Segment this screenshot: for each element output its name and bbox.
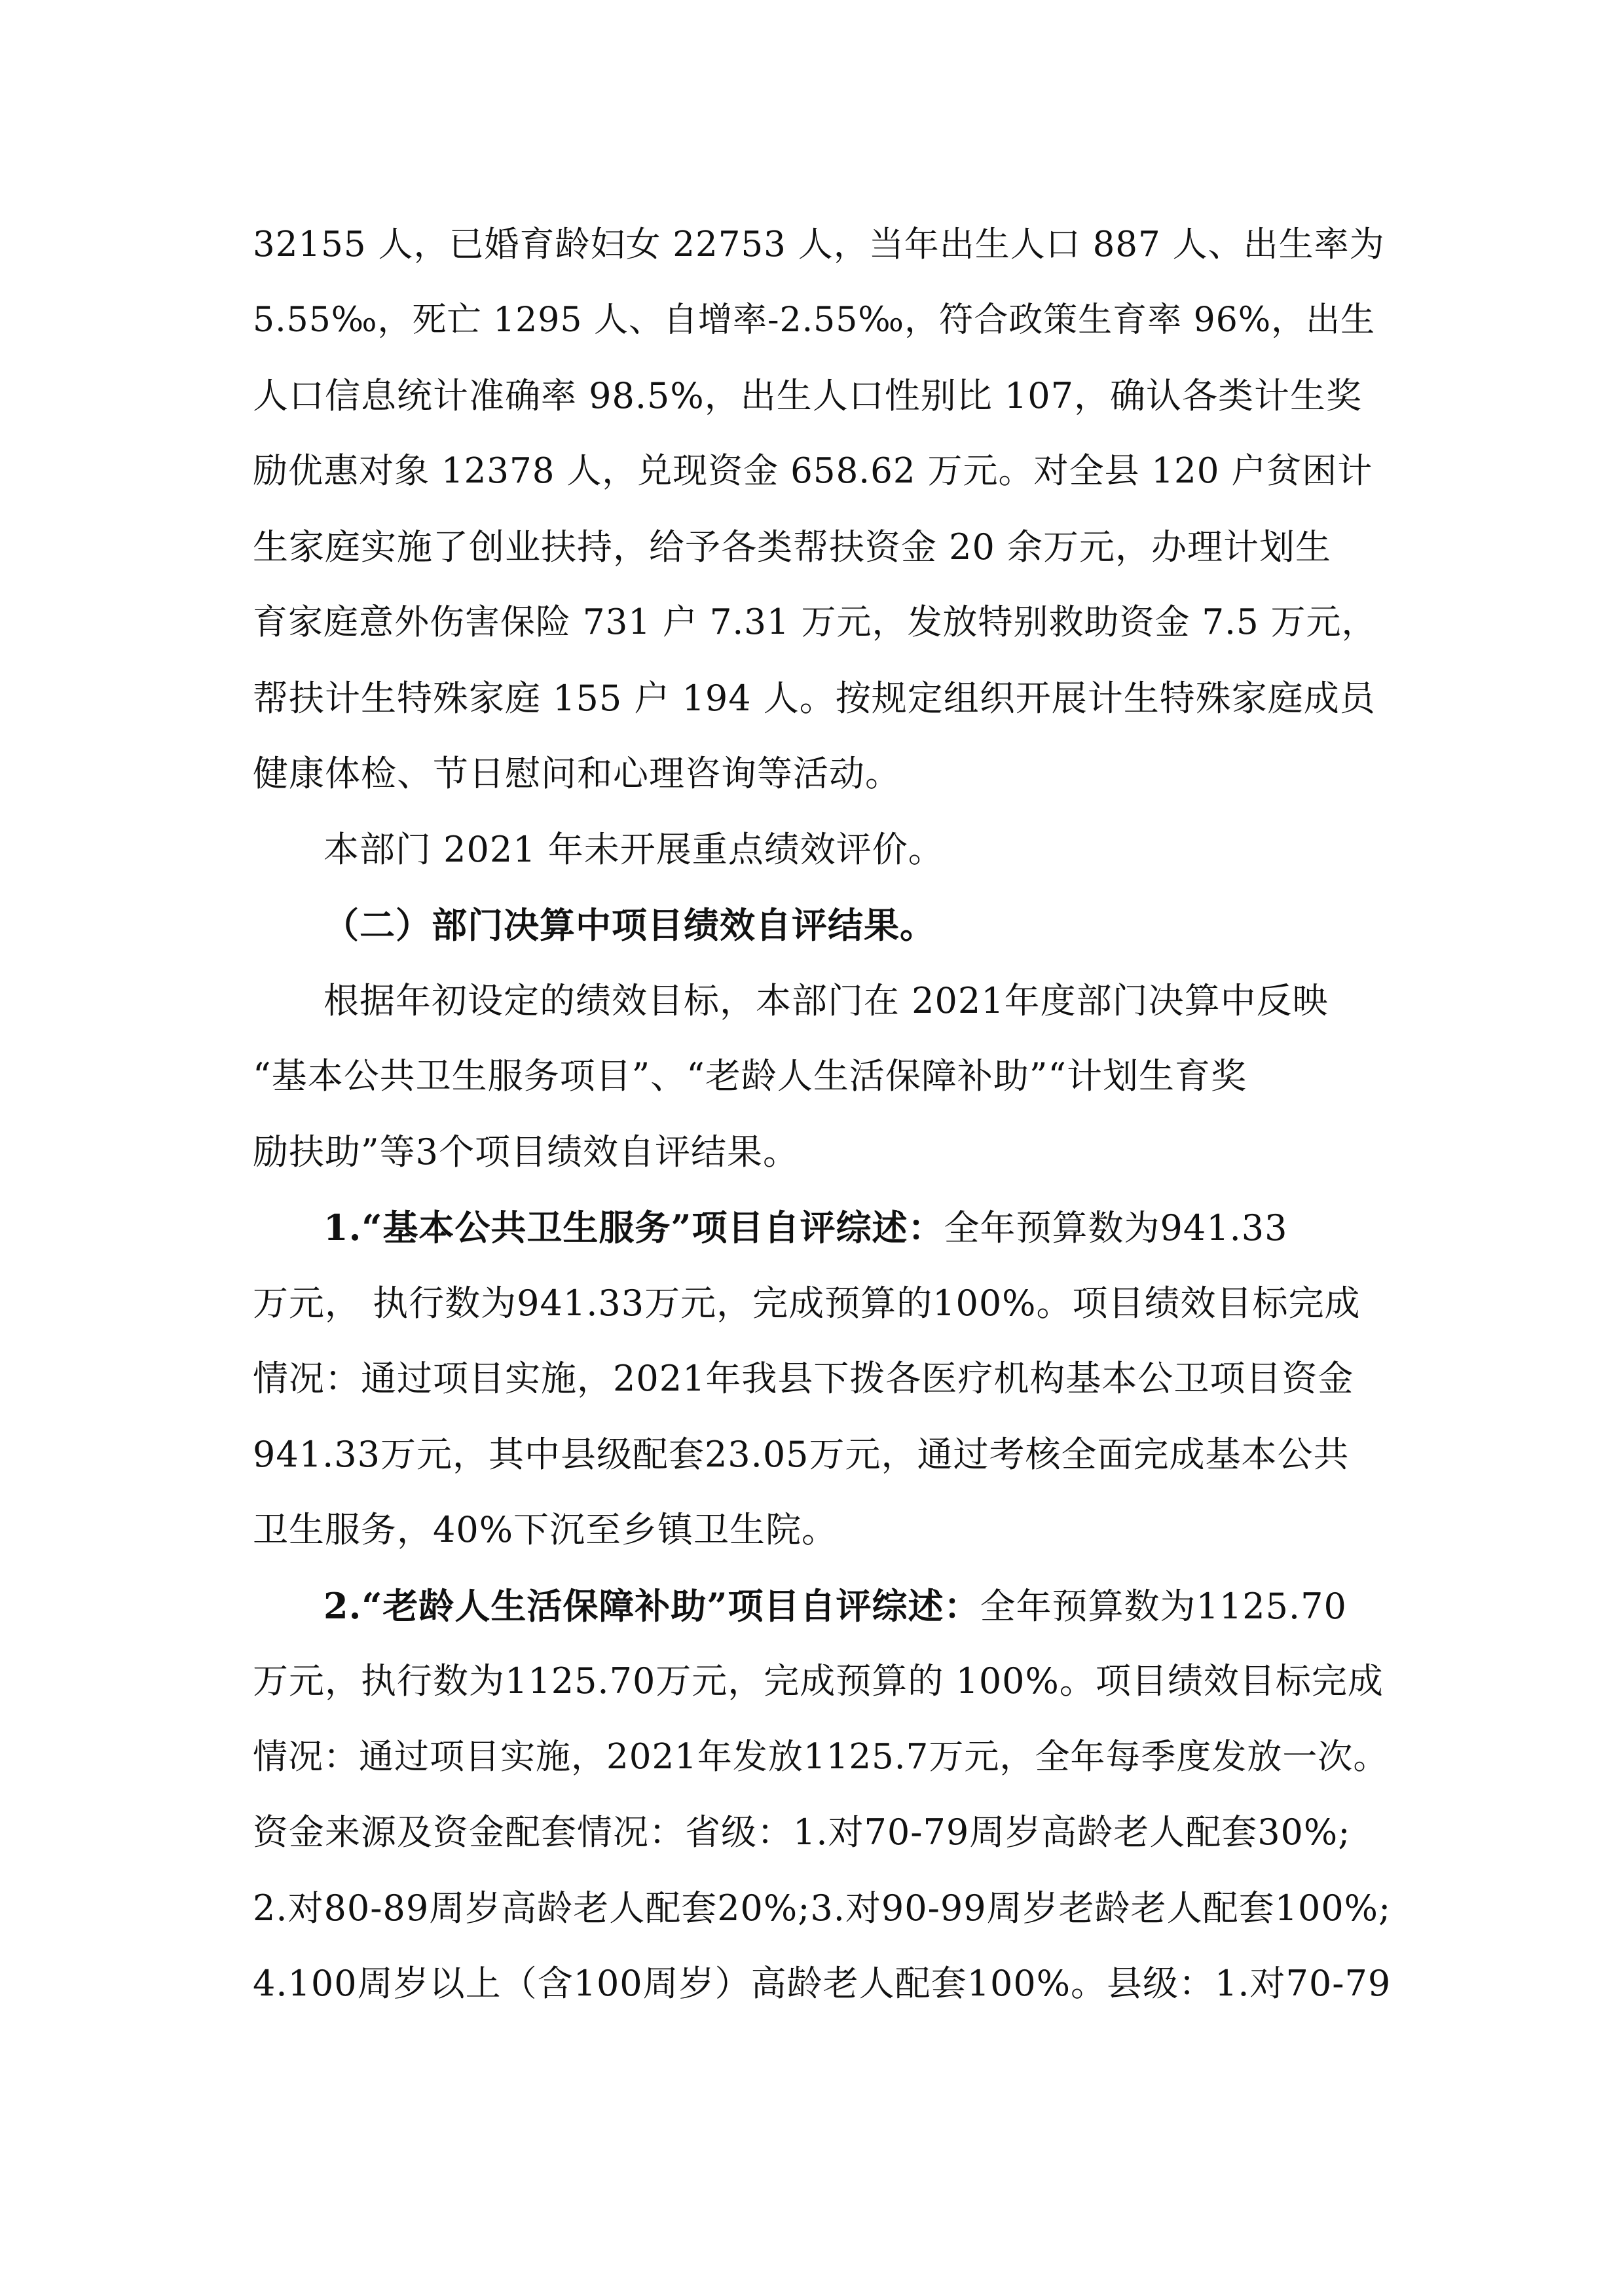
item-heading: 1.“基本公共卫生服务”项目自评综述： — [323, 1207, 944, 1248]
paragraph-line: 2.对80-89周岁高龄老人配套20%;3.对90-99周岁老龄老人配套100%; — [253, 1887, 1392, 1929]
paragraph-line: 4.100周岁以上（含100周岁）高龄老人配套100%。县级：1.对70-79 — [253, 1963, 1392, 2004]
paragraph-line: 5.55‰，死亡 1295 人、自增率-2.55‰，符合政策生育率 96%，出生 — [253, 301, 1376, 340]
item-heading: 2.“老龄人生活保障补助”项目自评综述： — [323, 1585, 980, 1627]
paragraph-line: 情况：通过项目实施，2021年发放1125.7万元，全年每季度发放一次。 — [253, 1737, 1389, 1777]
paragraph-line: 资金来源及资金配套情况：省级：1.对70-79周岁高龄老人配套30%; — [253, 1812, 1351, 1853]
paragraph-line: 根据年初设定的绩效目标，本部门在 2021年度部门决算中反映 — [323, 980, 1329, 1021]
paragraph-line: 人口信息统计准确率 98.5%，出生人口性别比 107，确认各类计生奖 — [253, 375, 1362, 416]
section-heading: （二）部门决算中项目绩效自评结果。 — [323, 904, 936, 946]
paragraph-line: 帮扶计生特殊家庭 155 户 194 人。按规定组织开展计生特殊家庭成员 — [253, 678, 1376, 719]
paragraph-line — [323, 1201, 1392, 1254]
paragraph-line: 32155 人，已婚育龄妇女 22753 人，当年出生人口 887 人、出生率为 — [253, 225, 1385, 264]
paragraph-line — [323, 1580, 1392, 1632]
paragraph-line: 励优惠对象 12378 人，兑现资金 658.62 万元。对全县 120 户贫困计 — [253, 451, 1373, 491]
item-text: 全年预算数为941.33 — [944, 1207, 1288, 1248]
item-text: 全年预算数为1125.70 — [980, 1586, 1347, 1627]
paragraph-line: 941.33万元，其中县级配套23.05万元，通过考核全面完成基本公共 — [253, 1434, 1350, 1475]
paragraph-line: 育家庭意外伤害保险 731 户 7.31 万元，发放特别救助资金 7.5 万元， — [253, 602, 1377, 642]
paragraph-line: 情况：通过项目实施，2021年我县下拨各医疗机构基本公卫项目资金 — [253, 1358, 1354, 1399]
paragraph-line: 本部门 2021 年未开展重点绩效评价。 — [323, 829, 944, 870]
paragraph-line: 万元，执行数为1125.70万元，完成预算的 100%。项目绩效目标完成 — [253, 1660, 1384, 1702]
paragraph-line: “基本公共卫生服务项目”、“老龄人生活保障补助”“计划生育奖 — [253, 1055, 1247, 1097]
paragraph-line: 生家庭实施了创业扶持，给予各类帮扶资金 20 余万元，办理计划生 — [253, 526, 1332, 568]
paragraph-line: 万元， 执行数为941.33万元，完成预算的100%。项目绩效目标完成 — [253, 1283, 1361, 1324]
paragraph-line: 健康体检、节日慰问和心理咨询等活动。 — [253, 753, 901, 794]
paragraph-line: 卫生服务，40%下沉至乡镇卫生院。 — [253, 1509, 838, 1550]
paragraph-line: 励扶助”等3个项目绩效自评结果。 — [253, 1131, 799, 1173]
